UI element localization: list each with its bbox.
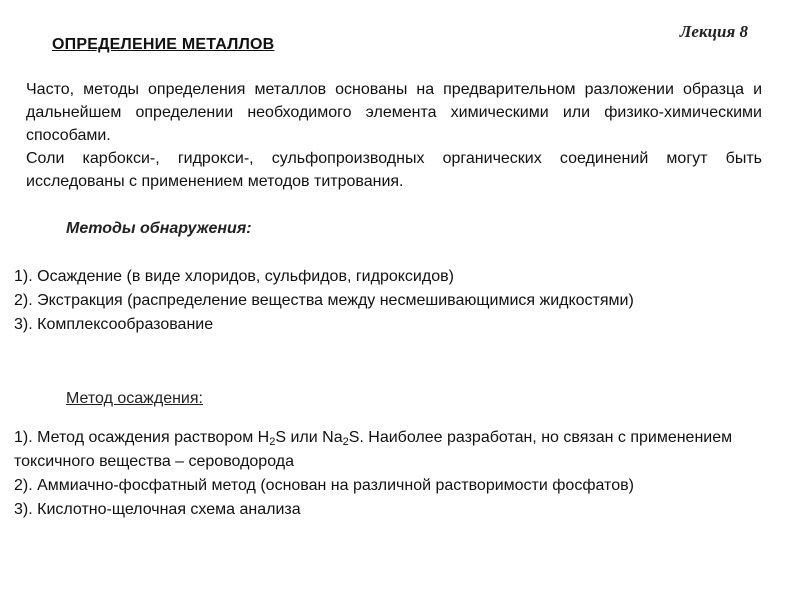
list-item — [14, 426, 774, 474]
item-text: S. Наиболее разработан, но связан с применением токсичного вещества – сероводорода — [14, 429, 733, 470]
item-text: 1). Метод осаждения раствором H — [14, 429, 270, 446]
item-text: S или Na — [275, 429, 343, 446]
list-item: 1). Осаждение (в виде хлоридов, сульфидов, гидроксидов) — [14, 268, 454, 285]
lecture-number: Лекция 8 — [679, 22, 748, 41]
list-item: 2). Экстракция (распределение вещества между несмешивающимися жидкостями) — [14, 292, 634, 309]
detection-methods-list — [14, 265, 774, 337]
list-item: 3). Комплексообразование — [14, 316, 214, 333]
subscript: 2 — [269, 436, 276, 448]
precipitation-method-heading: Метод осаждения: — [66, 390, 203, 407]
list-item: 2). Аммиачно-фосфатный метод (основан на различной растворимости фосфатов) — [14, 477, 634, 494]
intro-text — [26, 78, 762, 193]
precipitation-methods-list — [14, 426, 774, 522]
intro-paragraph-1: Часто, методы определения металлов основаны на предварительном разложении образца и дальнейшем определении необходимого элемента химическими или физико-химическими способами. — [26, 81, 762, 144]
detection-methods-heading: Методы обнаружения: — [66, 220, 252, 237]
intro-paragraph-2: Соли карбокси-, гидрокси-, сульфопроизводных органических соединений могут быть исследованы с применением методов титрования. — [26, 150, 762, 190]
list-item: 3). Кислотно-щелочная схема анализа — [14, 501, 301, 518]
page-title: ОПРЕДЕЛЕНИЕ МЕТАЛЛОВ — [52, 36, 275, 53]
subscript: 2 — [342, 436, 349, 448]
